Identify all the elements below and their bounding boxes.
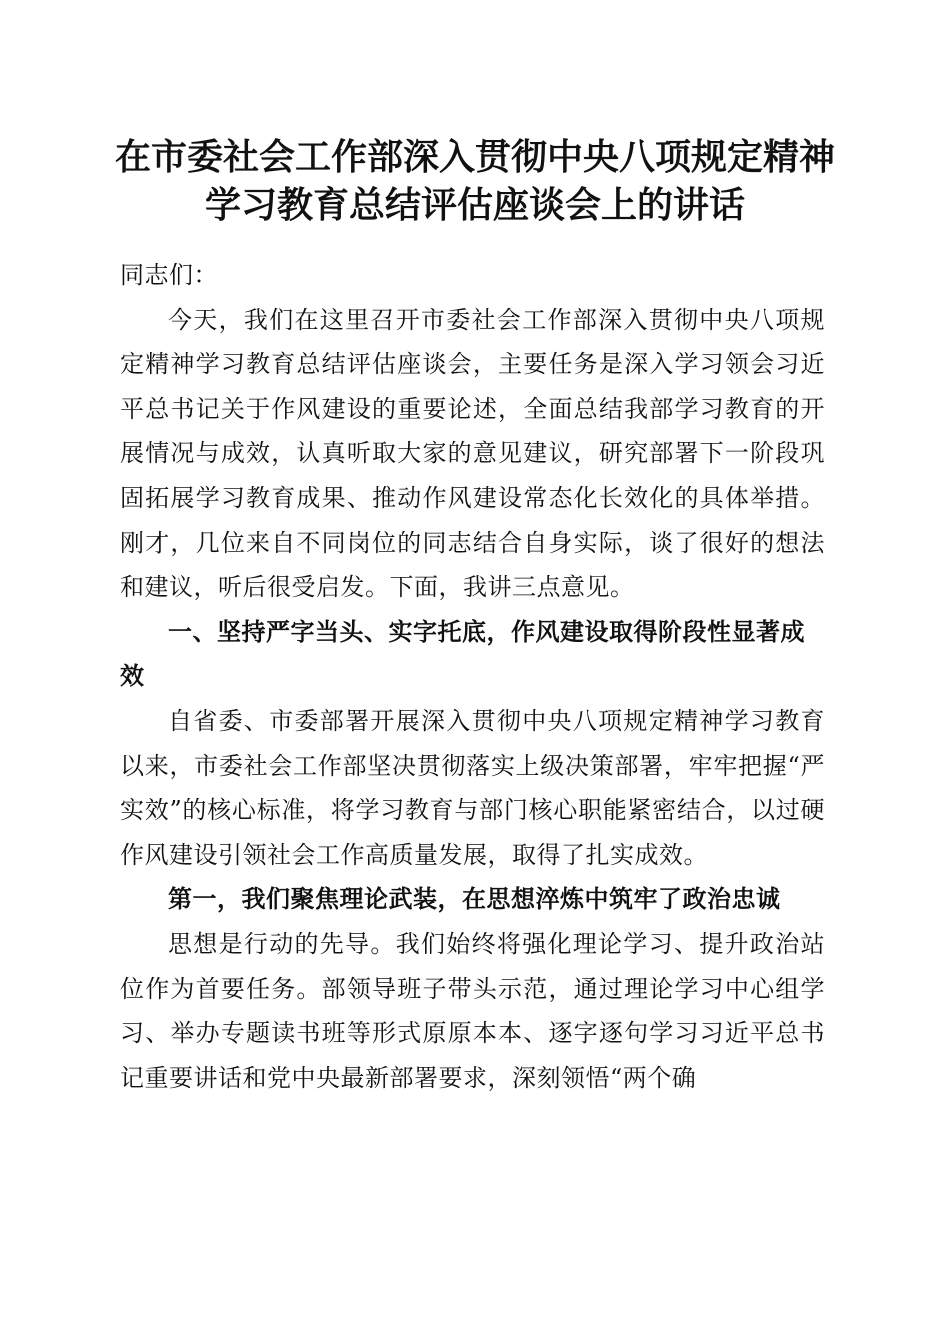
section-1-heading: 一、坚持严字当头、实字托底，作风建设取得阶段性显著成效 xyxy=(120,617,805,691)
subsection-1-heading: 第一，我们聚焦理论武装，在思想淬炼中筑牢了政治忠诚 xyxy=(168,884,781,914)
title-line-2: 学习教育总结评估座谈会上的讲话 xyxy=(204,185,745,226)
subsection-1-paragraph: 思想是行动的先导。我们始终将强化理论学习、提升政治站位作为首要任务。部领导班子带头示范，通过理论学习中心组学习、举办专题读书班等形式原原本本、逐字逐句学习习近平总书记重要讲话和党中央最新部署要求，深刻领悟“两个确 xyxy=(120,929,825,1092)
intro-paragraph: 今天，我们在这里召开市委社会工作部深入贯彻中央八项规定精神学习教育总结评估座谈会，主要任务是深入学习领会习近平总书记关于作风建设的重要论述，全面总结我部学习教育的开展情况与成效，认真听取大家的意见建议，研究部署下一阶段巩固拓展学习教育成果、推动作风建设常态化长效化的具体举措。刚才，几位来自不同岗位的同志结合自身实际，谈了很好的想法和建议，听后很受启发。下面，我讲三点意见。 xyxy=(120,305,825,602)
document-title xyxy=(100,134,850,230)
section-1-paragraph: 自省委、市委部署开展深入贯彻中央八项规定精神学习教育以来，市委社会工作部坚决贯彻落实上级决策部署，牢牢把握“严实效”的核心标准，将学习教育与部门核心职能紧密结合，以过硬作风建设引领社会工作高质量发展，取得了扎实成效。 xyxy=(120,706,825,869)
document-body xyxy=(120,253,825,1100)
title-line-1: 在市委社会工作部深入贯彻中央八项规定精神 xyxy=(114,137,835,178)
greeting: 同志们： xyxy=(120,261,218,289)
